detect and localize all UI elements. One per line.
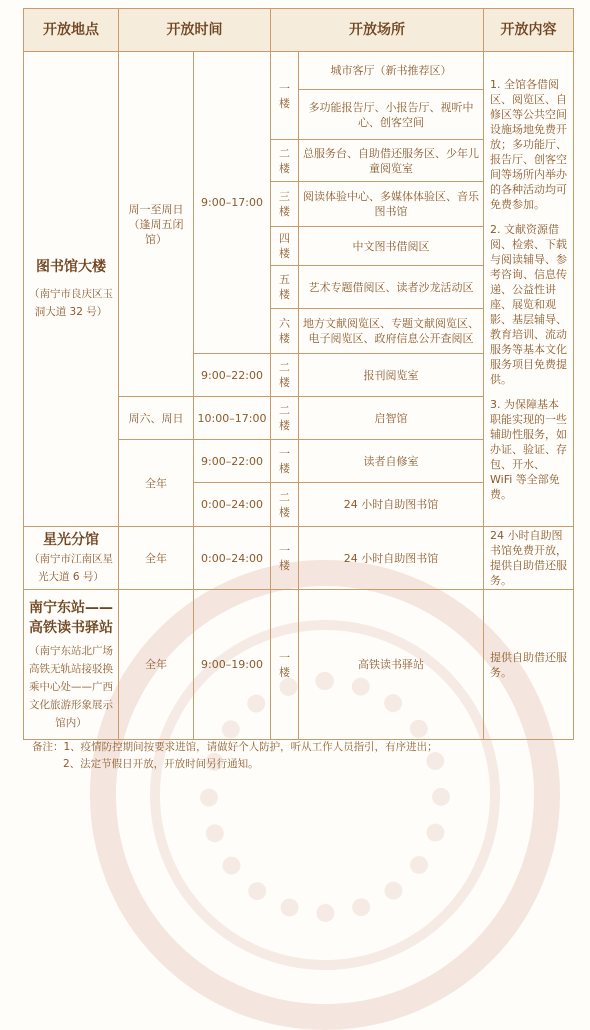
venue-cell: 读者自修室 — [299, 440, 484, 483]
table-row — [24, 52, 574, 90]
floor-cell: 五楼 — [271, 266, 299, 309]
table-header-row — [24, 9, 574, 52]
floor-cell: 一楼 — [271, 527, 299, 590]
allyear-period: 全年 — [119, 440, 194, 527]
venue-cell: 24 小时自助图书馆 — [299, 527, 484, 590]
floor-cell: 二楼 — [271, 140, 299, 182]
weekend-period: 周六、周日 — [119, 397, 194, 440]
location-name: 星光分馆 — [43, 532, 99, 548]
content-xingguang: 24 小时自助图书馆免费开放，提供自助借还服务。 — [484, 527, 574, 590]
header-venue: 开放场所 — [271, 9, 484, 52]
header-location: 开放地点 — [24, 9, 119, 52]
content-east-station: 提供自助借还服务。 — [484, 590, 574, 740]
table-row — [24, 527, 574, 590]
location-east-station — [24, 590, 119, 740]
location-address: （南宁东站北广场高铁无轨站接驳换乘中心处——广西文化旅游形象展示馆内） — [29, 644, 113, 729]
time-cell: 9:00–22:00 — [194, 354, 271, 397]
header-content: 开放内容 — [484, 9, 574, 52]
floor-cell: 六楼 — [271, 309, 299, 354]
venue-cell: 地方文献阅览区、专题文献阅览区、电子阅览区、政府信息公开查阅区 — [299, 309, 484, 354]
venue-cell: 报刊阅览室 — [299, 354, 484, 397]
time-cell: 9:00–19:00 — [194, 590, 271, 740]
time-cell: 0:00–24:00 — [194, 483, 271, 527]
location-address: （南宁市江南区星光大道 6 号） — [29, 553, 113, 583]
floor-cell: 一楼 — [271, 440, 299, 483]
location-name: 南宁东站——高铁读书驿站 — [29, 599, 113, 636]
venue-cell: 艺术专题借阅区、读者沙龙活动区 — [299, 266, 484, 309]
floor-cell: 二楼 — [271, 397, 299, 440]
floor-cell: 三楼 — [271, 182, 299, 227]
time-cell: 10:00–17:00 — [194, 397, 271, 440]
content-paragraph: 1. 全馆各借阅区、阅览区、自修区等公共空间设施场地免费开放；多功能厅、报告厅、创客空间等场所内举办的各种活动均可免费参加。 — [490, 77, 567, 211]
time-cell: 0:00–24:00 — [194, 527, 271, 590]
time-cell: 9:00–22:00 — [194, 440, 271, 483]
location-main-library — [24, 52, 119, 527]
venue-cell: 多功能报告厅、小报告厅、视听中心、创客空间 — [299, 90, 484, 140]
notes — [32, 739, 572, 773]
venue-cell: 总服务台、自助借还服务区、少年儿童阅览室 — [299, 140, 484, 182]
content-main-library — [484, 52, 574, 527]
venue-cell: 阅读体验中心、多媒体体验区、音乐图书馆 — [299, 182, 484, 227]
floor-cell: 一楼 — [271, 52, 299, 140]
content-paragraph: 2. 文献资源借阅、检索、下载与阅读辅导、参考咨询、信息传递、公益性讲座、展览和观影、基层辅导、教育培训、流动服务等基本文化服务项目免费提供。 — [490, 222, 567, 386]
floor-cell: 一楼 — [271, 590, 299, 740]
header-time: 开放时间 — [119, 9, 271, 52]
venue-cell: 启智馆 — [299, 397, 484, 440]
venue-cell: 中文图书借阅区 — [299, 227, 484, 266]
venue-cell: 城市客厅（新书推荐区） — [299, 52, 484, 90]
weekday-period: 周一至周日（逢周五闭馆） — [119, 52, 194, 397]
time-cell: 9:00–17:00 — [194, 52, 271, 354]
table-row — [24, 590, 574, 740]
period-cell: 全年 — [119, 527, 194, 590]
content-paragraph: 3. 为保障基本职能实现的一些辅助性服务，如办证、验证、存包、开水、WiFi 等全部免费。 — [490, 397, 567, 501]
location-xingguang — [24, 527, 119, 590]
floor-cell: 二楼 — [271, 354, 299, 397]
note-line-1: 备注：1、疫情防控期间按要求进馆，请做好个人防护，听从工作人员指引，有序进出； — [32, 741, 438, 753]
location-address: （南宁市良庆区玉洞大道 32 号） — [29, 288, 113, 318]
venue-cell: 24 小时自助图书馆 — [299, 483, 484, 527]
floor-cell: 四楼 — [271, 227, 299, 266]
floor-cell: 二楼 — [271, 483, 299, 527]
period-cell: 全年 — [119, 590, 194, 740]
note-line-2: 2、法定节假日开放，开放时间另行通知。 — [63, 758, 259, 770]
opening-hours-table — [23, 8, 574, 740]
location-name: 图书馆大楼 — [36, 259, 106, 275]
venue-cell: 高铁读书驿站 — [299, 590, 484, 740]
